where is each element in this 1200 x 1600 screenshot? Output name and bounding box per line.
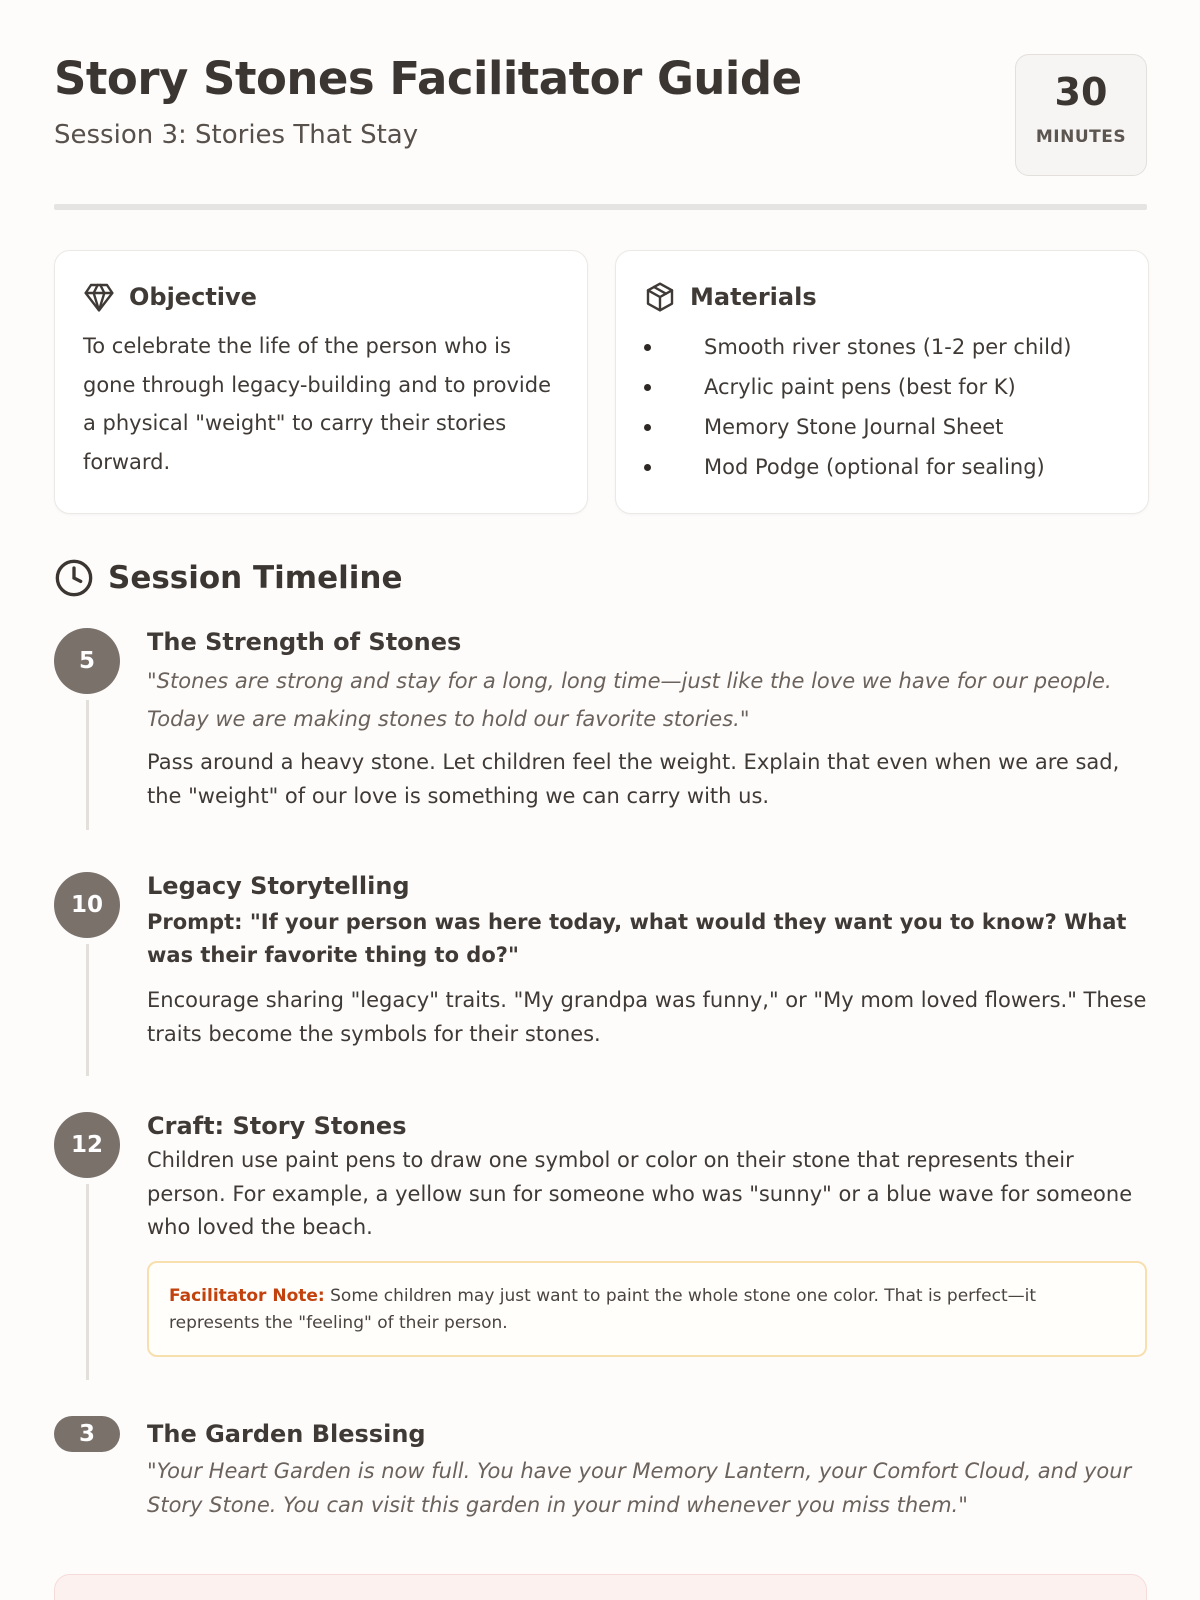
- step-title: Legacy Storytelling: [147, 872, 410, 900]
- step-content: [147, 628, 1147, 813]
- step-title: The Strength of Stones: [147, 628, 462, 656]
- page-title: Story Stones Facilitator Guide: [54, 52, 802, 105]
- bottom-callout-box: [54, 1574, 1147, 1600]
- objective-heading: Objective: [129, 283, 257, 311]
- facilitator-note: [147, 1261, 1147, 1357]
- timeline-heading: Session Timeline: [108, 560, 403, 596]
- list-item: Smooth river stones (1-2 per child): [644, 327, 1071, 367]
- step-content: [147, 1112, 1147, 1357]
- step-content: [147, 872, 1147, 1051]
- step-minutes-badge: 3: [54, 1416, 120, 1452]
- duration-value: 30: [1054, 70, 1108, 114]
- timeline-header: [54, 558, 403, 598]
- step-quote: "Stones are strong and stay for a long, long time—just like the love we have for our people. Today we are making stones to hold our favorite stories.": [147, 669, 1112, 731]
- step-prompt: Prompt: "If your person was here today, what would they want you to know? What was their favorite thing to do?": [147, 910, 1127, 967]
- objective-header: [83, 281, 257, 313]
- page-header: [54, 0, 1147, 212]
- facilitator-note-label: Facilitator Note:: [169, 1285, 325, 1306]
- facilitator-guide-page: [54, 0, 1147, 1517]
- step-minutes-badge: 12: [54, 1112, 120, 1178]
- duration-badge: [1015, 54, 1147, 176]
- step-content: [147, 1420, 1147, 1522]
- step-description: Encourage sharing "legacy" traits. "My grandpa was funny," or "My mom loved flowers." These traits become the symbols for their stones.: [147, 988, 1147, 1046]
- materials-header: [644, 281, 817, 313]
- step-description: Pass around a heavy stone. Let children feel the weight. Explain that even when we are sad, the "weight" of our love is something we can carry with us.: [147, 750, 1120, 808]
- step-description: Children use paint pens to draw one symbol or color on their stone that represents their person. For example, a yellow sun for someone who was "sunny" or a blue wave for someone who loved the beach.: [147, 1148, 1133, 1239]
- list-item: Mod Podge (optional for sealing): [644, 447, 1071, 487]
- materials-heading: Materials: [690, 283, 817, 311]
- objective-text: To celebrate the life of the person who is gone through legacy-building and to provide a physical "weight" to carry their stories forward.: [83, 334, 551, 474]
- duration-unit: MINUTES: [1035, 127, 1127, 147]
- page-subtitle: Session 3: Stories That Stay: [54, 120, 419, 150]
- step-title: Craft: Story Stones: [147, 1112, 407, 1140]
- list-item: Acrylic paint pens (best for K): [644, 367, 1071, 407]
- list-item: Memory Stone Journal Sheet: [644, 407, 1071, 447]
- materials-card: [615, 250, 1149, 514]
- objective-card: [54, 250, 588, 514]
- step-title: The Garden Blessing: [147, 1420, 426, 1448]
- box-icon: [644, 281, 676, 313]
- gem-icon: [83, 281, 115, 313]
- step-minutes-badge: 5: [54, 628, 120, 694]
- step-quote: "Your Heart Garden is now full. You have your Memory Lantern, your Comfort Cloud, and your Story Stone. You can visit this garden in your mind whenever you miss them.": [147, 1459, 1132, 1517]
- header-divider: [54, 204, 1147, 210]
- timeline-connector: [86, 700, 89, 830]
- clock-icon: [54, 558, 94, 598]
- timeline-connector: [86, 944, 89, 1076]
- timeline-connector: [86, 1184, 89, 1380]
- info-cards: [54, 250, 1147, 514]
- materials-list: [644, 327, 1071, 487]
- step-minutes-badge: 10: [54, 872, 120, 938]
- facilitator-note-text: Some children may just want to paint the whole stone one color. That is perfect—it represents the "feeling" of their person.: [169, 1285, 1037, 1333]
